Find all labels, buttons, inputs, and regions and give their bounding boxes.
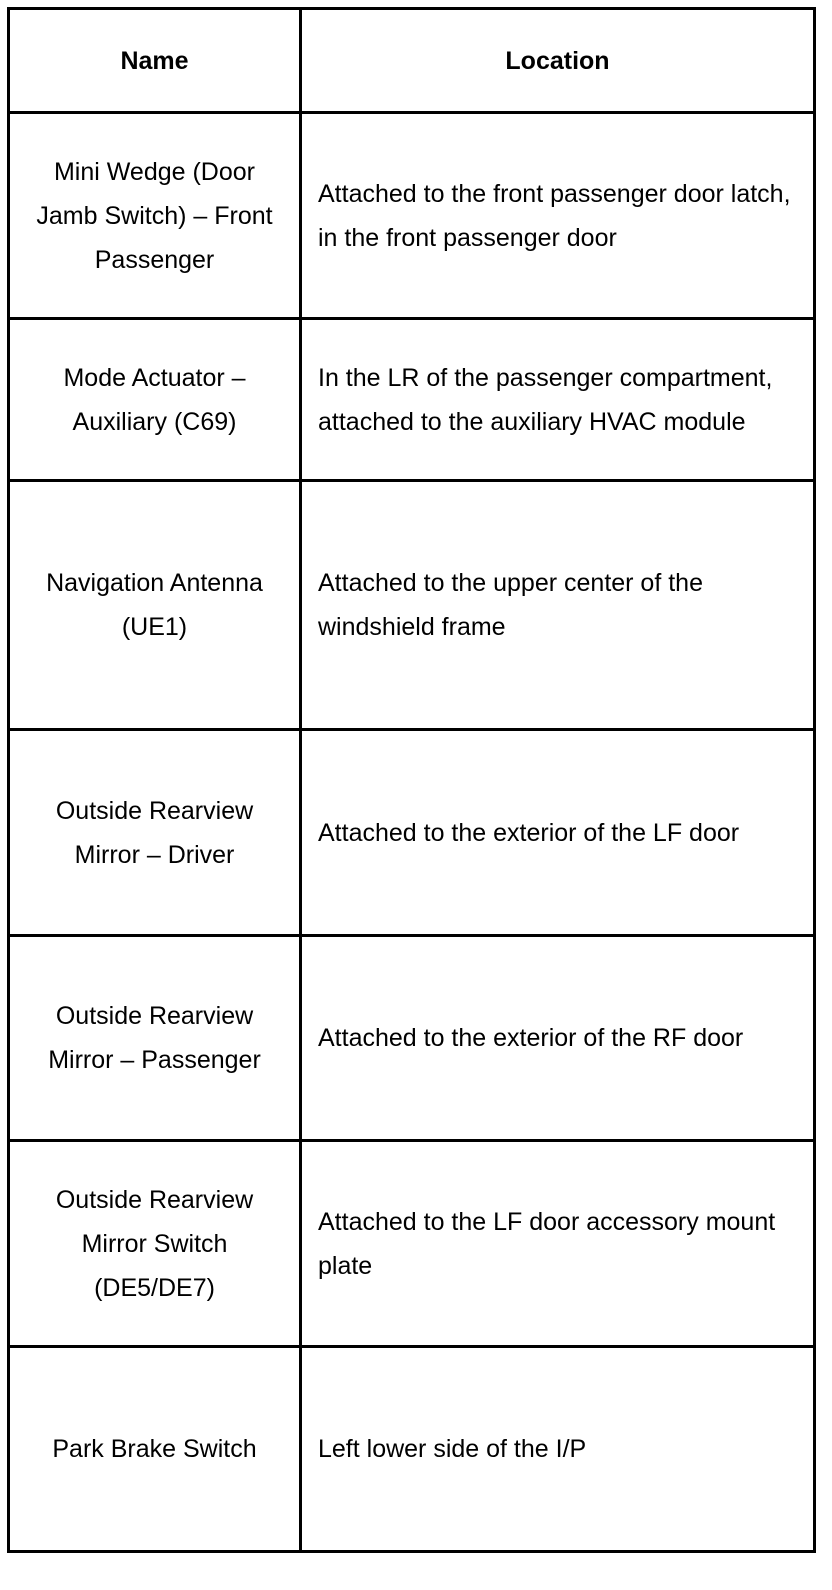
component-name: Mini Wedge (Door Jamb Switch) – Front Passenger (36, 157, 273, 274)
component-location: Attached to the front passenger door latch, in the front passenger door (318, 179, 791, 252)
component-location: Attached to the LF door accessory mount plate (318, 1207, 776, 1280)
header-name: Name (9, 9, 301, 113)
location-cell (301, 1141, 815, 1347)
component-location: Attached to the exterior of the LF door (318, 818, 740, 847)
name-cell (9, 936, 301, 1141)
component-location: Attached to the exterior of the RF door (318, 1024, 744, 1052)
component-name: Outside Rearview Mirror – Passenger (48, 1002, 261, 1074)
location-cell (301, 113, 815, 319)
component-name: Navigation Antenna (UE1) (46, 569, 263, 641)
table-row (9, 481, 815, 730)
location-cell (301, 481, 815, 730)
component-name: Outside Rearview Mirror – Driver (55, 796, 254, 869)
name-cell (9, 113, 301, 319)
location-cell (301, 936, 815, 1141)
name-cell (9, 481, 301, 730)
name-cell (9, 730, 301, 936)
name-cell (9, 1141, 301, 1347)
header-row (9, 9, 815, 113)
component-name: Park Brake Switch (52, 1435, 257, 1463)
name-cell (9, 1347, 301, 1552)
table-row (9, 730, 815, 936)
component-name: Outside Rearview Mirror Switch (DE5/DE7) (55, 1185, 254, 1302)
header-location: Location (301, 9, 815, 113)
table-row (9, 1141, 815, 1347)
location-cell (301, 319, 815, 481)
table-row (9, 1347, 815, 1552)
component-location-table (7, 7, 816, 1553)
component-location: Left lower side of the I/P (318, 1435, 587, 1463)
component-location: Attached to the upper center of the windshield frame (318, 569, 703, 641)
component-location: In the LR of the passenger compartment, attached to the auxiliary HVAC module (318, 363, 773, 436)
location-cell (301, 730, 815, 936)
location-cell (301, 1347, 815, 1552)
name-cell (9, 319, 301, 481)
table-row (9, 319, 815, 481)
table-row (9, 936, 815, 1141)
component-name: Mode Actuator – Auxiliary (C69) (63, 363, 246, 436)
table-row (9, 113, 815, 319)
